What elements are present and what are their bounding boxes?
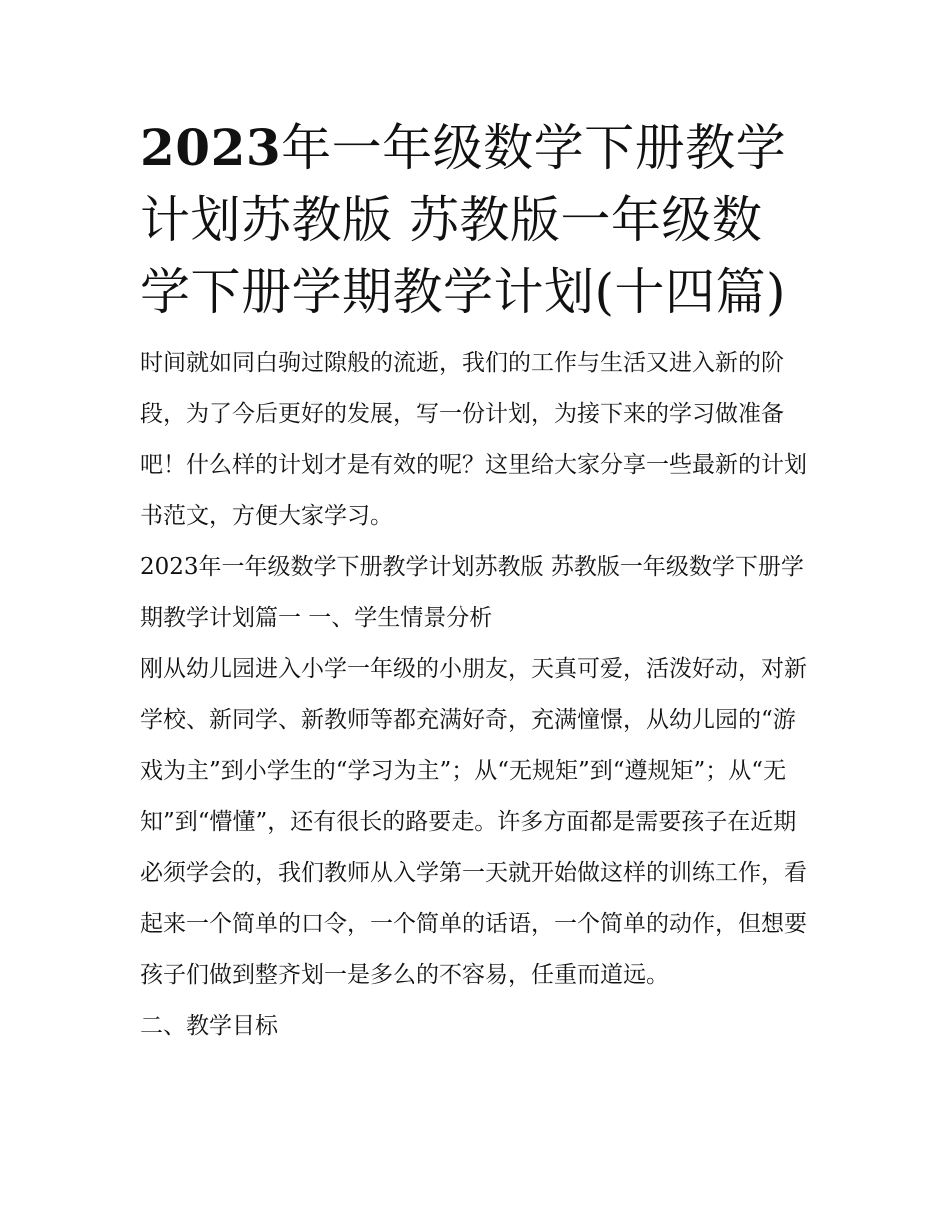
document-body — [140, 338, 812, 1052]
paragraph-teaching-goals: 二、教学目标 — [140, 1013, 278, 1039]
paragraph-intro: 时间就如同白驹过隙般的流逝，我们的工作与生活又进入新的阶段，为了今后更好的发展，写一份计划，为接下来的学习做准备吧！什么样的计划才是有效的呢？这里给大家分享一些最新的计划书范文，方便大家学习。 — [140, 350, 807, 529]
paragraph-student-analysis: 刚从幼儿园进入小学一年级的小朋友，天真可爱，活泼好动，对新学校、新同学、新教师等都充满好奇，充满憧憬，从幼儿园的“游戏为主”到小学生的“学习为主”；从“无规矩”到“遵规矩”；从“无知”到“懵懂”，还有很长的路要走。许多方面都是需要孩子在近期必须学会的，我们教师从入学第一天就开始做这样的训练工作，看起来一个简单的口令，一个简单的话语，一个简单的动作，但想要孩子们做到整齐划一是多么的不容易，任重而道远。 — [140, 656, 807, 988]
document-page — [140, 112, 812, 1052]
document-title — [140, 112, 812, 328]
paragraph-section-heading: 2023年一年级数学下册教学计划苏教版 苏教版一年级数学下册学期教学计划篇一 一、学生情景分析 — [140, 554, 804, 631]
title-year: 2023 — [140, 118, 282, 177]
title-text: 年一年级数学下册教学计划苏教版 苏教版一年级数学下册学期教学计划(十四篇) — [140, 119, 787, 321]
